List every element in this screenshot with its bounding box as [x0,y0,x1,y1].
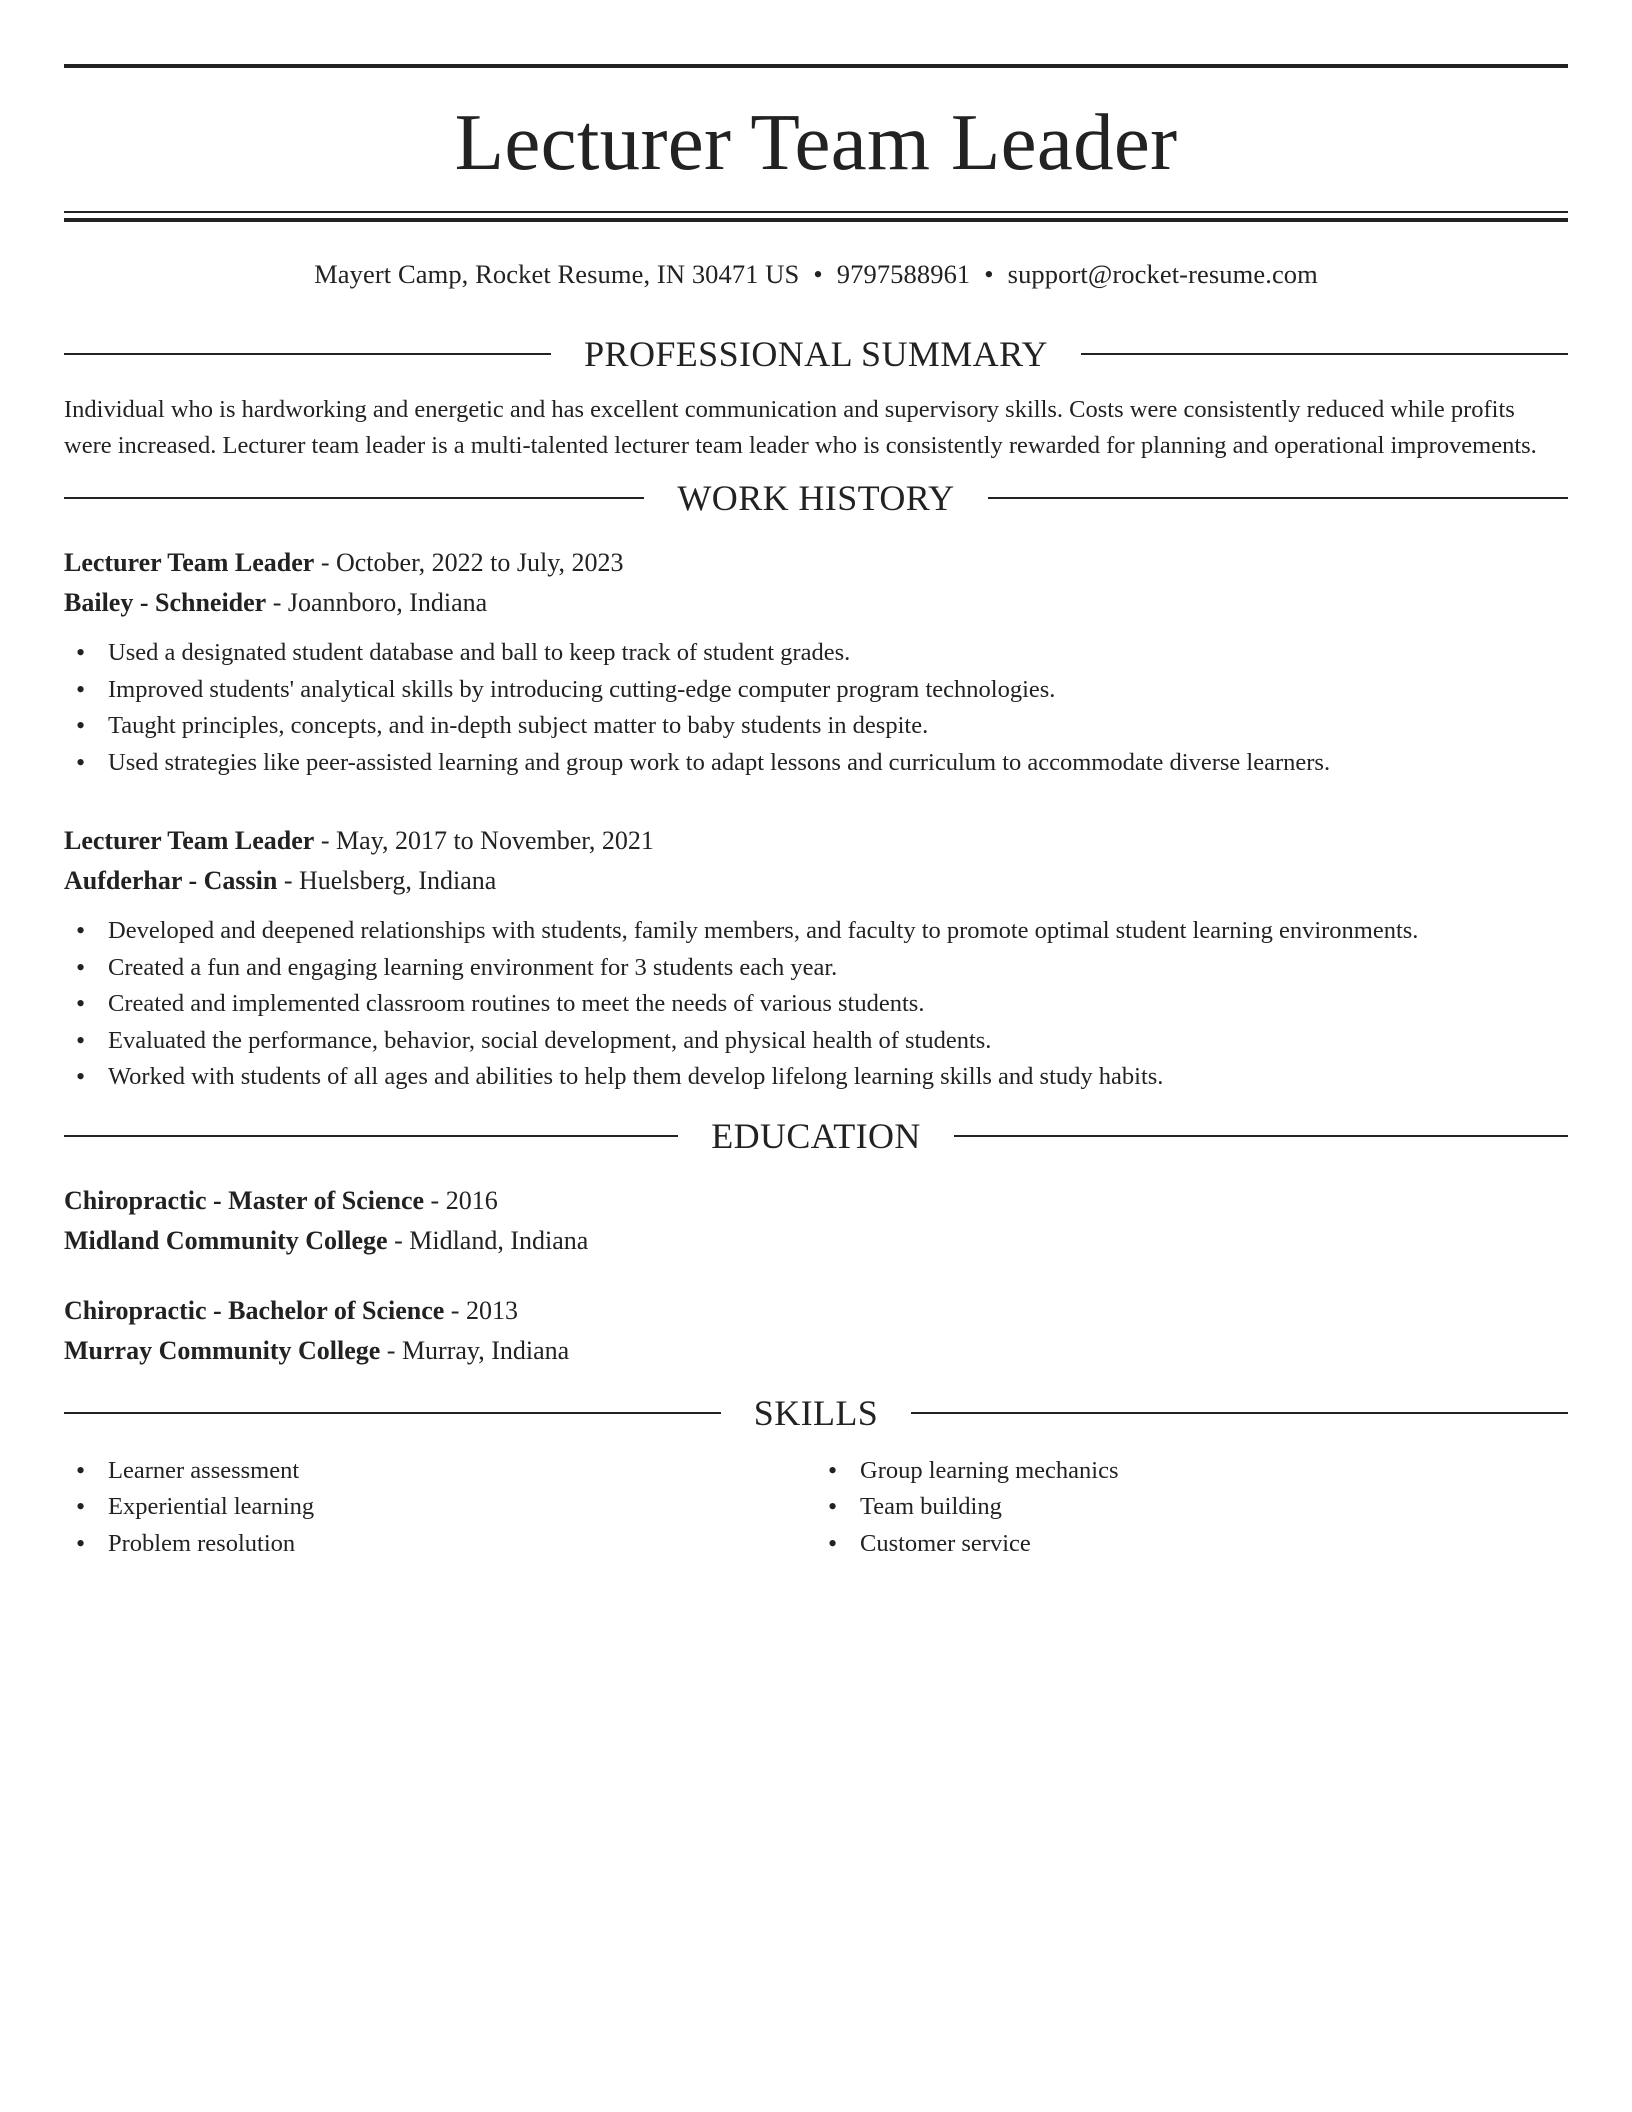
contact-address: Mayert Camp, Rocket Resume, IN 30471 US [314,259,800,289]
job-company: Bailey - Schneider [64,588,267,617]
job-company: Aufderhar - Cassin [64,866,278,895]
skills-list [816,1453,1568,1563]
degree-year: - 2016 [424,1185,498,1215]
list-item: • Taught principles, concepts, and in-depth subject matter to baby students in despite. [64,708,1568,745]
skill-item: • Team building [816,1489,1568,1526]
section-title: SKILLS [753,1392,879,1433]
section-title: PROFESSIONAL SUMMARY [584,334,1048,374]
school-line [64,1221,1568,1261]
degree-year: - 2013 [444,1295,518,1325]
degree-line [64,1181,1568,1221]
heading-rule [64,353,551,355]
job-bullets [64,635,1568,781]
heading-rule [64,1135,678,1137]
job-company-line [64,861,1568,901]
heading-rule [954,1135,1568,1137]
contact-email: support@rocket-resume.com [1007,259,1318,289]
list-item: • Improved students' analytical skills by introducing cutting-edge computer program technologies. [64,672,1568,709]
list-item: • Used a designated student database and ball to keep track of student grades. [64,635,1568,672]
job-title: Lecturer Team Leader [64,826,315,855]
job-dates: - May, 2017 to November, 2021 [314,826,654,855]
resume-title: Lecturer Team Leader [454,97,1178,187]
job-title: Lecturer Team Leader [64,548,315,577]
job-title-line [64,543,1568,583]
list-item: • Evaluated the performance, behavior, social development, and physical health of students. [64,1023,1568,1060]
list-item: • Created and implemented classroom routines to meet the needs of various students. [64,986,1568,1023]
list-item: • Developed and deepened relationships with students, family members, and faculty to promote optimal student learning environments. [64,913,1568,950]
contact-separator: • [813,259,823,289]
skill-item: • Customer service [816,1526,1568,1563]
skills-column-left [64,1453,816,1563]
job-company-line [64,583,1568,623]
skill-item: • Problem resolution [64,1526,816,1563]
education-entry [64,1181,1568,1261]
section-heading-work-history [64,480,1568,516]
school-location: - Murray, Indiana [380,1335,570,1365]
list-item: • Created a fun and engaging learning environment for 3 students each year. [64,950,1568,987]
school: Midland Community College [64,1225,388,1255]
section-title: EDUCATION [711,1115,921,1156]
job-title-line [64,821,1568,861]
school-location: - Midland, Indiana [387,1225,589,1255]
contact-line [64,259,1568,290]
heading-rule [988,497,1568,499]
heading-rule [911,1412,1568,1414]
skill-item: • Group learning mechanics [816,1453,1568,1490]
skills-column-right [816,1453,1568,1563]
job-entry [64,543,1568,781]
title-double-rule [64,211,1568,222]
job-location: - Joannboro, Indiana [266,588,488,617]
contact-separator: • [984,259,994,289]
skill-item: • Learner assessment [64,1453,816,1490]
list-item: • Worked with students of all ages and abilities to help them develop lifelong learning skills and study habits. [64,1059,1568,1096]
heading-rule [64,497,644,499]
heading-rule [64,1412,721,1414]
section-heading-education [64,1115,1568,1156]
school-line [64,1331,1568,1371]
section-title: WORK HISTORY [677,478,955,518]
list-item: • Used strategies like peer-assisted learning and group work to adapt lessons and curriculum to accommodate diverse learners. [64,745,1568,782]
job-location: - Huelsberg, Indiana [277,866,497,895]
degree: Chiropractic - Bachelor of Science [64,1295,445,1325]
section-heading-summary [64,336,1568,372]
degree: Chiropractic - Master of Science [64,1185,425,1215]
education-entry [64,1291,1568,1371]
job-dates: - October, 2022 to July, 2023 [314,548,624,577]
degree-line [64,1291,1568,1331]
job-entry [64,821,1568,1096]
heading-rule [1081,353,1568,355]
skills-grid [64,1453,1568,1563]
contact-phone: 9797588961 [836,259,971,289]
summary-text: Individual who is hardworking and energetic and has excellent communication and supervisory skills. Costs were consistently reduced while profits were increased. Lecturer team leader is a multi-talented lecturer team leader who is consistently rewarded for planning and operational improvements. [64,396,1537,459]
section-heading-skills [64,1392,1568,1433]
skills-list [64,1453,816,1563]
skill-item: • Experiential learning [64,1489,816,1526]
job-bullets [64,913,1568,1096]
school: Murray Community College [64,1335,381,1365]
